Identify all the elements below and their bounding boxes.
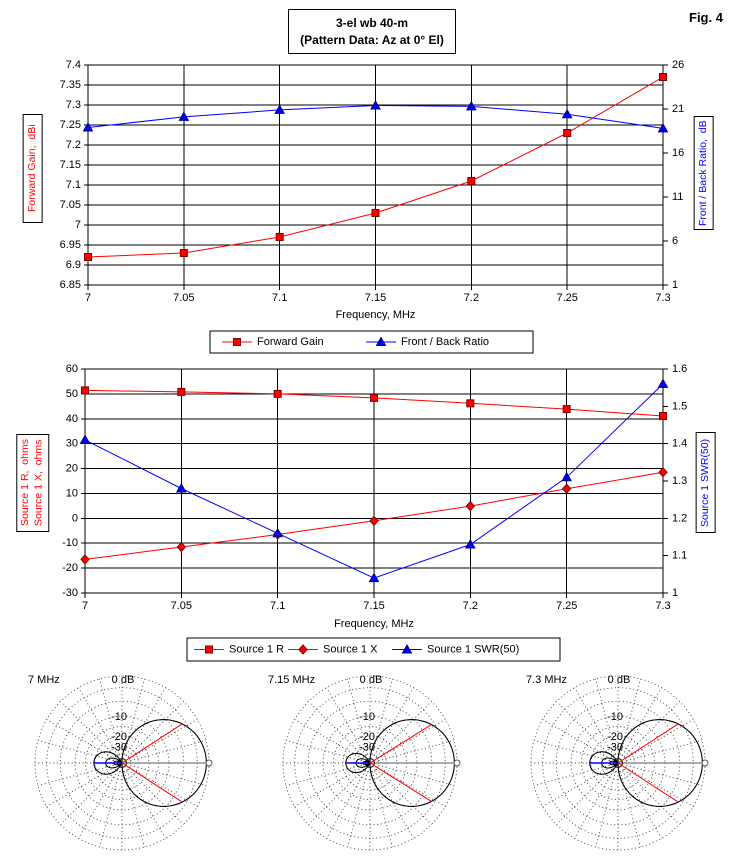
marker-square bbox=[180, 250, 187, 257]
polar-plot-7.15-mhz bbox=[268, 674, 460, 850]
axis-title-source-r: Source 1 R, ohms bbox=[19, 439, 31, 527]
marker-square bbox=[660, 413, 667, 420]
right-axis-tick-label: 1 bbox=[672, 587, 679, 599]
left-axis-tick-label: 10 bbox=[65, 487, 78, 500]
axis-tick-labels bbox=[60, 59, 685, 321]
left-axis-tick-label: 7.15 bbox=[59, 159, 81, 171]
marker-diamond bbox=[81, 555, 89, 564]
left-axis-tick-label: 7.4 bbox=[65, 59, 81, 71]
legend-label-source-1-x: Source 1 X bbox=[323, 643, 378, 656]
marker-triangle bbox=[370, 574, 379, 582]
left-axis-tick-label: 6.95 bbox=[59, 239, 81, 251]
left-axis-tick-label: -10 bbox=[62, 537, 78, 550]
x-axis-tick-label: 7.25 bbox=[555, 600, 578, 612]
figure-label: Fig. 4 bbox=[689, 10, 723, 25]
marker-diamond bbox=[659, 468, 667, 477]
marker-triangle bbox=[467, 102, 476, 110]
right-axis-tick-label: 11 bbox=[672, 191, 684, 203]
x-axis-tick-label: 7.2 bbox=[462, 600, 478, 612]
title-line1: 3-el wb 40-m bbox=[335, 16, 409, 31]
beamwidth-line-lower bbox=[370, 763, 432, 801]
left-axis-tick-label: 7 bbox=[74, 219, 81, 231]
marker-square bbox=[178, 388, 185, 395]
marker-square bbox=[82, 387, 89, 394]
x-axis-tick-label: 7.05 bbox=[170, 600, 193, 612]
title-box bbox=[288, 9, 456, 54]
polar-frequency-label: 7.3 MHz bbox=[526, 674, 567, 686]
x-axis-tick-label: 7 bbox=[84, 292, 92, 304]
legend-label-forward-gain: Forward Gain bbox=[257, 336, 324, 348]
ring-label-20: -20 bbox=[111, 731, 127, 744]
left-axis-tick-label: 7.2 bbox=[65, 139, 81, 151]
ring-label-20: -20 bbox=[359, 731, 375, 744]
left-axis-tick-label: 7.1 bbox=[65, 179, 81, 191]
x-axis-tick-label: 7.25 bbox=[556, 292, 578, 304]
ring-label-30: -30 bbox=[359, 741, 375, 754]
beamwidth-line-lower bbox=[122, 763, 182, 802]
x-axis-title: Frequency, MHz bbox=[334, 618, 414, 630]
title-line2: (Pattern Data: Az at 0° El) bbox=[300, 32, 444, 47]
legend-label-source-1-r: Source 1 R bbox=[229, 643, 285, 656]
left-axis-tick-label: 7.25 bbox=[59, 119, 81, 131]
right-axis-tick-label: 21 bbox=[672, 103, 685, 115]
marker-square bbox=[234, 339, 241, 346]
polar-plot-7.3-mhz bbox=[526, 674, 708, 850]
ring-label-10: -10 bbox=[607, 711, 623, 724]
x-axis-tick-label: 7.05 bbox=[173, 292, 195, 304]
x-axis-tick-label: 7.1 bbox=[270, 600, 286, 612]
x-axis-tick-label: 7 bbox=[81, 600, 89, 612]
left-axis-tick-label: 40 bbox=[65, 412, 78, 425]
marker-diamond bbox=[563, 484, 571, 493]
cursor-marker bbox=[702, 760, 708, 766]
right-axis-tick-label: 26 bbox=[672, 59, 685, 71]
marker-triangle bbox=[177, 484, 186, 492]
ring-label-0-db: 0 dB bbox=[607, 674, 631, 686]
marker-square bbox=[467, 400, 474, 407]
left-axis-tick-label: 50 bbox=[65, 387, 78, 400]
marker-diamond bbox=[177, 542, 185, 551]
plot-grid bbox=[81, 369, 668, 598]
marker-square bbox=[660, 74, 667, 81]
legend bbox=[187, 638, 560, 661]
ring-label-30: -30 bbox=[111, 741, 127, 754]
marker-triangle bbox=[81, 435, 90, 443]
x-axis-tick-label: 7.15 bbox=[363, 600, 385, 612]
marker-square bbox=[85, 254, 92, 261]
marker-square bbox=[468, 178, 475, 185]
ring-label-0-db: 0 dB bbox=[111, 674, 135, 686]
beamwidth-line-upper bbox=[122, 724, 182, 763]
right-axis-tick-label: 1.4 bbox=[672, 437, 688, 450]
right-axis-tick-label: 1.5 bbox=[672, 400, 688, 413]
x-axis-title: Frequency, MHz bbox=[335, 309, 416, 321]
cursor-marker bbox=[206, 760, 212, 766]
marker-diamond bbox=[466, 502, 474, 511]
marker-square bbox=[206, 646, 213, 653]
left-axis-tick-label: 30 bbox=[65, 437, 78, 450]
azimuth-pattern-plots bbox=[0, 660, 740, 860]
beamwidth-line-upper bbox=[618, 724, 678, 763]
marker-square bbox=[563, 406, 570, 413]
x-axis-tick-label: 7.3 bbox=[655, 292, 671, 304]
axis-title-source-x: Source 1 X, ohms bbox=[32, 439, 45, 527]
left-axis-tick-label: 0 bbox=[71, 512, 78, 525]
ring-label-30: -30 bbox=[607, 741, 623, 754]
impedance-swr-chart bbox=[0, 360, 740, 662]
ring-label-10: -10 bbox=[359, 711, 375, 724]
left-axis-tick-label: -30 bbox=[62, 587, 78, 599]
marker-square bbox=[564, 130, 571, 137]
right-axis-tick-label: 1.3 bbox=[672, 475, 688, 487]
marker-square bbox=[274, 390, 281, 397]
left-axis-tick-label: 7.05 bbox=[59, 199, 81, 211]
axis-title-front-back-ratio: Front / Back Ratio, dB bbox=[694, 116, 714, 230]
polar-frequency-label: 7.15 MHz bbox=[268, 674, 316, 686]
marker-square bbox=[371, 394, 378, 401]
right-axis-tick-label: 6 bbox=[672, 235, 679, 247]
marker-triangle bbox=[466, 540, 475, 548]
right-axis-tick-label: 1 bbox=[672, 279, 679, 291]
left-axis-tick-label: -20 bbox=[62, 562, 78, 575]
right-axis-tick-label: 1.6 bbox=[672, 363, 688, 375]
x-axis-tick-label: 7.15 bbox=[364, 292, 387, 304]
marker-diamond bbox=[370, 516, 378, 525]
ring-label-20: -20 bbox=[607, 731, 623, 744]
gain-frontback-chart bbox=[0, 55, 740, 358]
x-axis-tick-label: 7.3 bbox=[655, 600, 671, 612]
cursor-marker bbox=[454, 760, 460, 766]
right-axis-tick-label: 16 bbox=[672, 147, 685, 159]
left-axis-tick-label: 7.3 bbox=[65, 99, 81, 111]
ring-label-10: -10 bbox=[111, 711, 127, 724]
legend bbox=[210, 331, 533, 353]
right-axis-tick-label: 1.2 bbox=[672, 512, 688, 525]
left-axis-tick-label: 6.85 bbox=[59, 279, 81, 291]
axis-tick-labels bbox=[62, 363, 687, 630]
ring-label-0-db: 0 dB bbox=[359, 674, 383, 686]
beamwidth-line-lower bbox=[618, 763, 678, 802]
x-axis-tick-label: 7.2 bbox=[463, 292, 479, 304]
left-axis-tick-label: 20 bbox=[65, 462, 78, 475]
axis-title-forward-gain: Forward Gain, dBi bbox=[23, 114, 43, 223]
marker-square bbox=[372, 210, 379, 217]
legend-label-source-1-swr-50: Source 1 SWR(50) bbox=[427, 643, 520, 656]
left-axis-tick-label: 60 bbox=[65, 363, 78, 375]
x-axis-tick-label: 7.1 bbox=[272, 292, 288, 304]
marker-square bbox=[276, 234, 283, 241]
right-axis-tick-label: 1.1 bbox=[672, 549, 688, 562]
legend-label-front-back-ratio: Front / Back Ratio bbox=[401, 336, 490, 348]
left-axis-tick-label: 7.35 bbox=[59, 79, 81, 91]
marker-triangle bbox=[659, 379, 668, 387]
left-axis-tick-label: 6.9 bbox=[65, 259, 81, 271]
polar-plot-7-mhz bbox=[28, 674, 212, 850]
axis-title-swr: Source 1 SWR(50) bbox=[696, 432, 716, 533]
polar-frequency-label: 7 MHz bbox=[28, 674, 60, 686]
marker-triangle bbox=[273, 529, 282, 537]
beamwidth-line-upper bbox=[370, 725, 432, 763]
plot-grid bbox=[84, 65, 668, 290]
